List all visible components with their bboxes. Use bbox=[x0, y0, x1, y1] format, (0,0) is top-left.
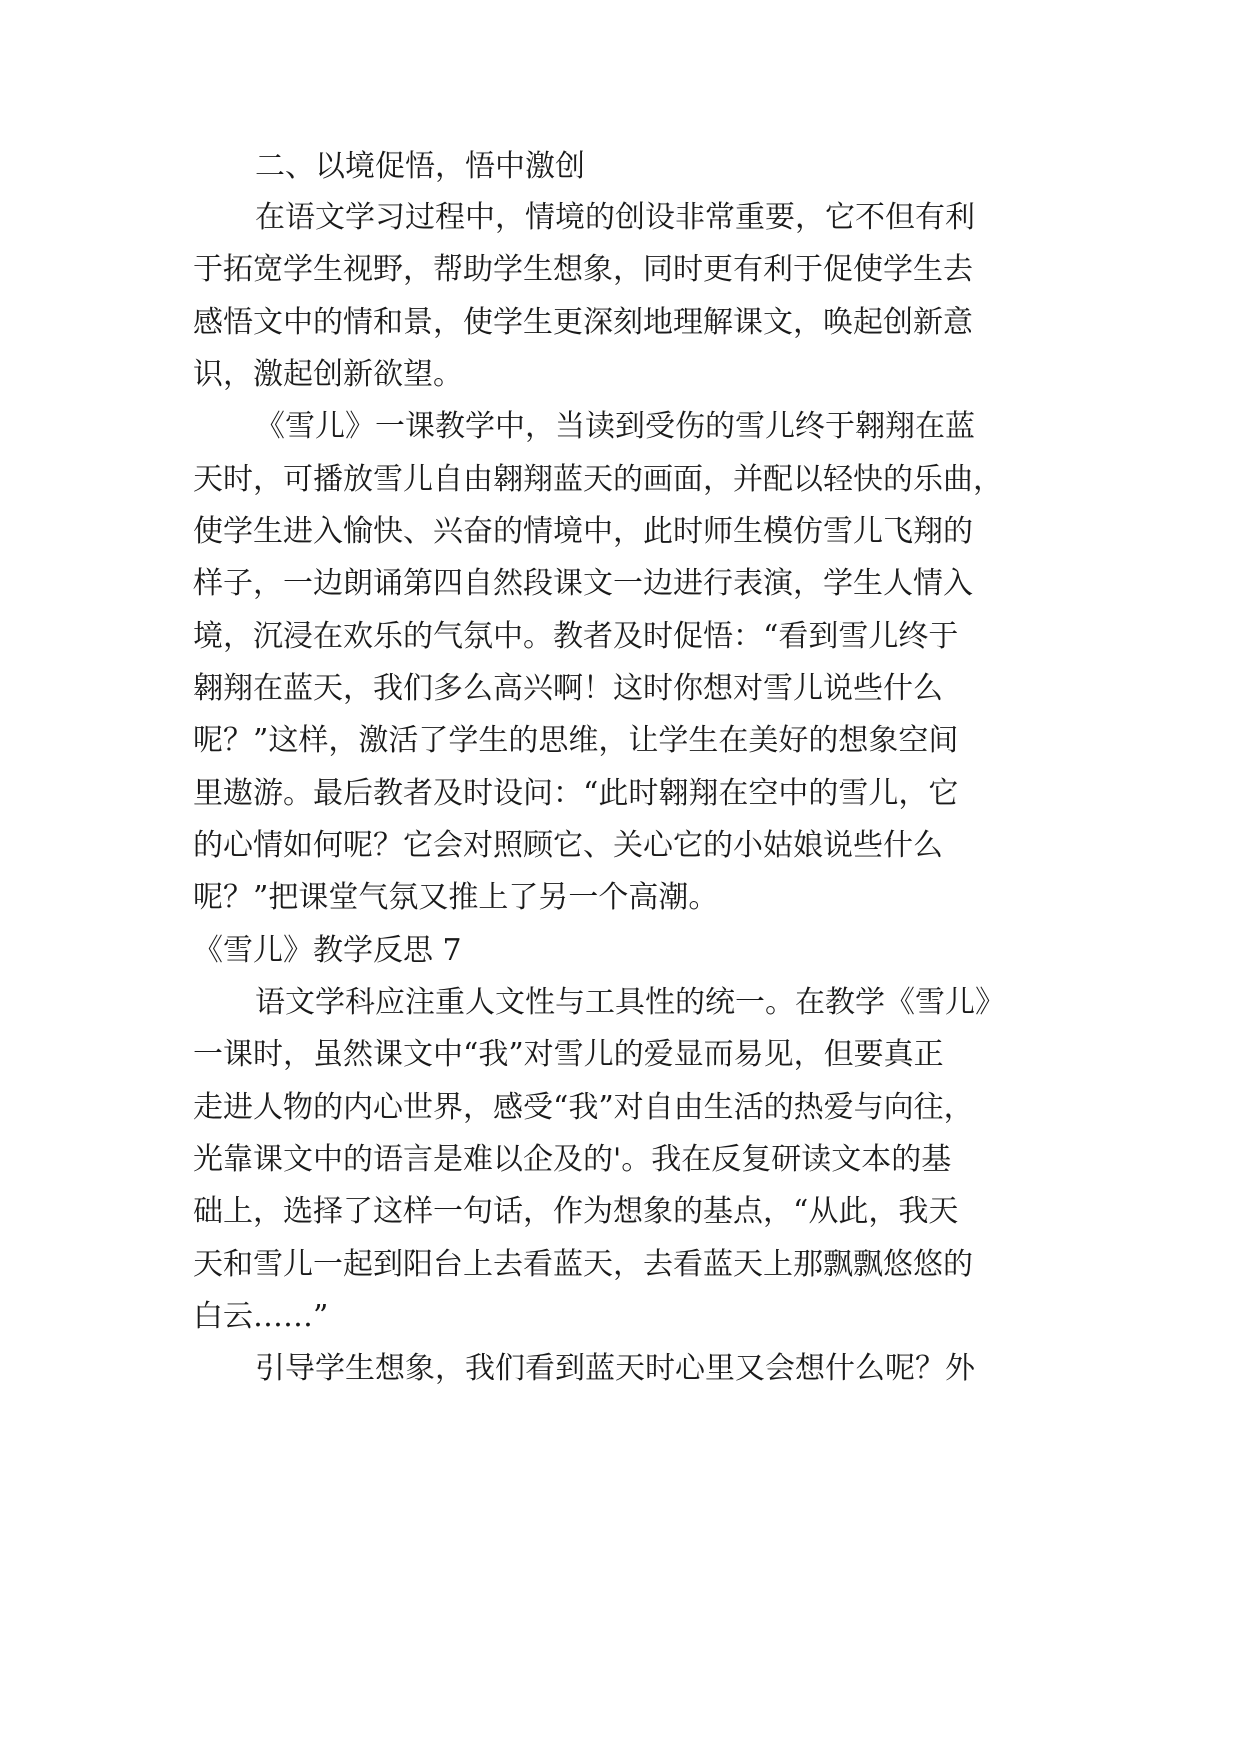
paragraph-line: 翱翔在蓝天，我们多么高兴啊！这时你想对雪儿说些什么 bbox=[193, 671, 943, 706]
paragraph-line: 光靠课文中的语言是难以企及的'。我在反复研读文本的基 bbox=[193, 1142, 952, 1177]
paragraph-line: 走进人物的内心世界，感受“我”对自由生活的热爱与向往， bbox=[193, 1090, 974, 1125]
paragraph-line: 白云……” bbox=[193, 1299, 329, 1334]
paragraph-line: 在语文学习过程中，情境的创设非常重要，它不但有利 bbox=[255, 200, 975, 235]
paragraph-line: 呢？”这样，激活了学生的思维，让学生在美好的想象空间 bbox=[193, 723, 959, 758]
article-title: 《雪儿》教学反思 7 bbox=[193, 933, 462, 968]
paragraph-line: 一课时，虽然课文中“我”对雪儿的爱显而易见，但要真正 bbox=[193, 1037, 944, 1072]
paragraph-line: 感悟文中的情和景，使学生更深刻地理解课文，唤起创新意 bbox=[193, 305, 973, 340]
paragraph-line: 的心情如何呢？它会对照顾它、关心它的小姑娘说些什么 bbox=[193, 828, 943, 863]
paragraph-line: 于拓宽学生视野，帮助学生想象，同时更有利于促使学生去 bbox=[193, 252, 973, 287]
paragraph-line: 使学生进入愉快、兴奋的情境中，此时师生模仿雪儿飞翔的 bbox=[193, 514, 973, 549]
paragraph-line: 引导学生想象，我们看到蓝天时心里又会想什么呢？外 bbox=[255, 1351, 975, 1386]
section-heading: 二、以境促悟，悟中激创 bbox=[255, 149, 585, 184]
paragraph-line: 境，沉浸在欢乐的气氛中。教者及时促悟：“看到雪儿终于 bbox=[193, 619, 959, 654]
paragraph-line: 天和雪儿一起到阳台上去看蓝天，去看蓝天上那飘飘悠悠的 bbox=[193, 1247, 973, 1282]
paragraph-line: 样子，一边朗诵第四自然段课文一边进行表演，学生人情入 bbox=[193, 566, 973, 601]
paragraph-line: 础上，选择了这样一句话，作为想象的基点，“从此，我天 bbox=[193, 1194, 959, 1229]
paragraph-line: 语文学科应注重人文性与工具性的统一。在教学《雪儿》 bbox=[255, 985, 1005, 1020]
paragraph-line: 识，激起创新欲望。 bbox=[193, 357, 463, 392]
paragraph-line: 呢？”把课堂气氛又推上了另一个高潮。 bbox=[193, 880, 719, 915]
paragraph-line: 天时，可播放雪儿自由翱翔蓝天的画面，并配以轻快的乐曲， bbox=[193, 462, 1003, 497]
paragraph-line: 《雪儿》一课教学中，当读到受伤的雪儿终于翱翔在蓝 bbox=[255, 409, 975, 444]
paragraph-line: 里遨游。最后教者及时设问：“此时翱翔在空中的雪儿，它 bbox=[193, 776, 959, 811]
